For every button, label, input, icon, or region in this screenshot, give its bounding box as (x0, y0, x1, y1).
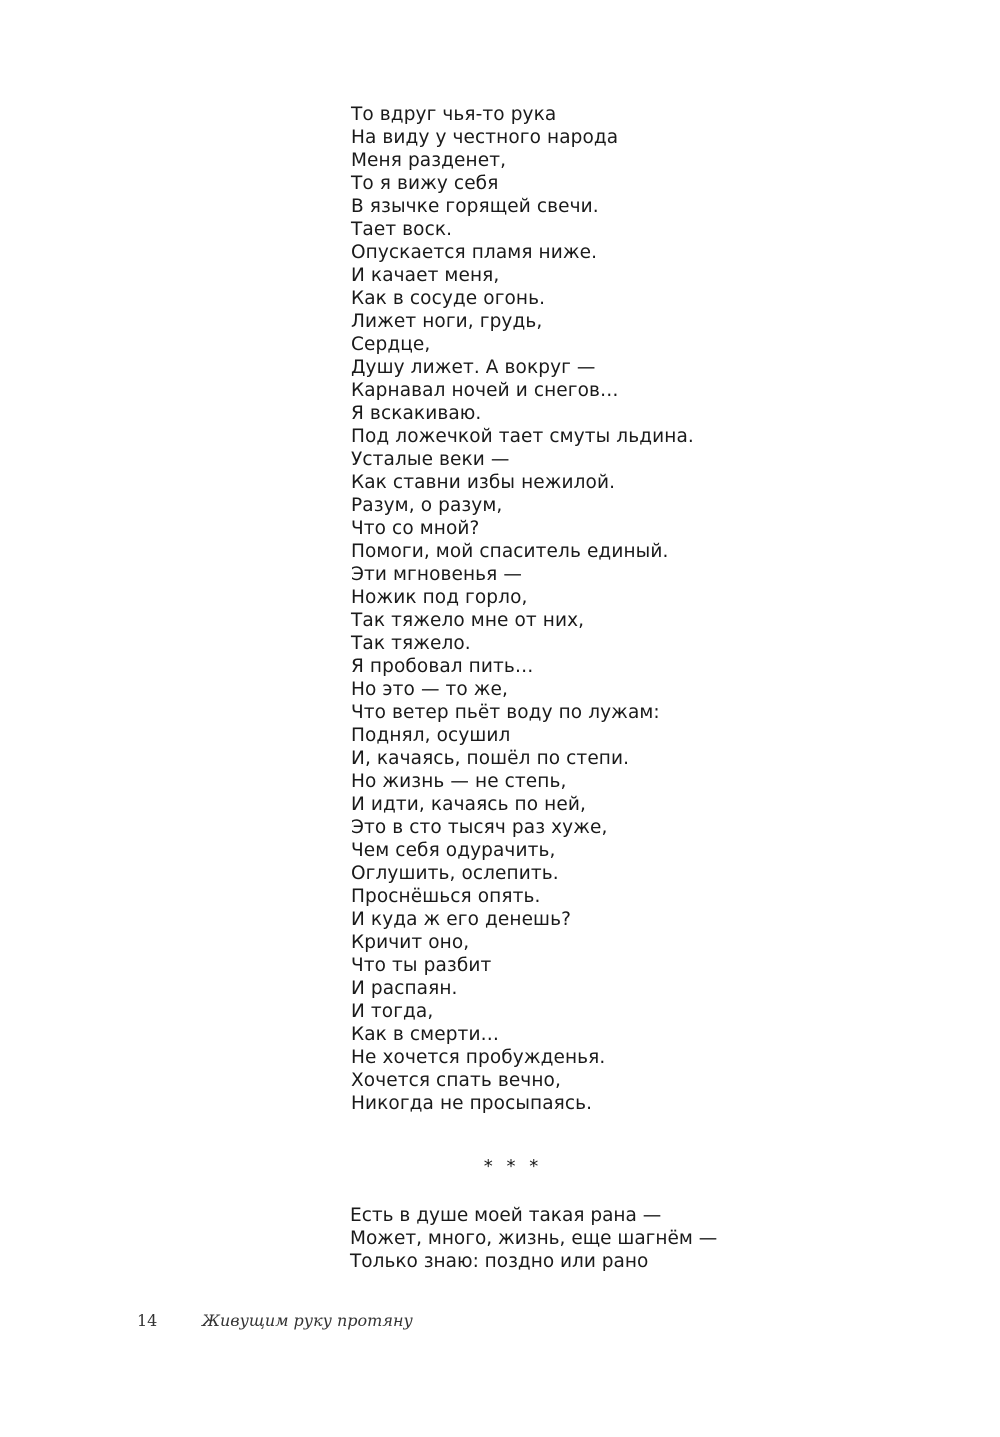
poem-line: Меня разденет, (351, 150, 507, 171)
poem-line: То я вижу себя (351, 173, 499, 194)
section-separator: * * * (483, 1156, 543, 1177)
poem-line: Душу лижет. А вокруг — (351, 357, 596, 378)
next-poem-text (350, 1204, 717, 1273)
poem-line: Оглушить, ослепить. (351, 863, 559, 884)
poem-line: Так тяжело мне от них, (351, 610, 585, 631)
poem-line: Но жизнь — не степь, (351, 771, 567, 792)
poem-line: Хочется спать вечно, (351, 1070, 561, 1091)
poem-line: Что со мной? (351, 518, 480, 539)
poem-line: Я пробовал пить… (351, 656, 534, 677)
page-number: 14 (137, 1311, 158, 1330)
poem-line: Только знаю: поздно или рано (350, 1251, 649, 1272)
poem-line: Как в сосуде огонь. (351, 288, 546, 309)
poem-text (351, 103, 694, 1115)
poem-line: Но это — то же, (351, 679, 509, 700)
poem-line: Я вскакиваю. (351, 403, 482, 424)
poem-line: Так тяжело. (351, 633, 471, 654)
poem-line: Проснёшься опять. (351, 886, 541, 907)
poem-line: Как в смерти… (351, 1024, 500, 1045)
poem-line: И тогда, (351, 1001, 434, 1022)
poem-line: Помоги, мой спаситель единый. (351, 541, 669, 562)
poem-line: Может, много, жизнь, еще шагнём — (350, 1228, 718, 1249)
poem-line: Под ложечкой тает смуты льдина. (351, 426, 694, 447)
poem-line: На виду у честного народа (351, 127, 619, 148)
poem-line: Сердце, (351, 334, 431, 355)
poem-line: Как ставни избы нежилой. (351, 472, 616, 493)
poem-line: И идти, качаясь по ней, (351, 794, 586, 815)
poem-line: Кричит оно, (351, 932, 470, 953)
poem-line: Есть в душе моей такая рана — (350, 1205, 662, 1226)
poem-line: То вдруг чья-то рука (351, 104, 557, 125)
poem-line: Никогда не просыпаясь. (351, 1093, 593, 1114)
poem-line: И качает меня, (351, 265, 500, 286)
poem-line: Лижет ноги, грудь, (351, 311, 543, 332)
poem-line: Что ветер пьёт воду по лужам: (351, 702, 660, 723)
poem-line: Поднял, осушил (351, 725, 511, 746)
poem-line: Чем себя одурачить, (351, 840, 556, 861)
poem-line: Опускается пламя ниже. (351, 242, 598, 263)
poem-line: Усталые веки — (351, 449, 510, 470)
poem-line: Ножик под горло, (351, 587, 528, 608)
poem-line: Разум, о разум, (351, 495, 503, 516)
poem-line: Карнавал ночей и снегов… (351, 380, 619, 401)
poem-line: Тает воск. (351, 219, 453, 240)
poem-line: И куда ж его денешь? (351, 909, 571, 930)
poem-line: И распаян. (351, 978, 458, 999)
poem-line: И, качаясь, пошёл по степи. (351, 748, 630, 769)
running-title: Живущим руку протяну (202, 1311, 413, 1330)
poem-line: Это в сто тысяч раз хуже, (351, 817, 608, 838)
poem-line: Эти мгновенья — (351, 564, 522, 585)
poem-line: Что ты разбит (351, 955, 492, 976)
poem-line: В язычке горящей свечи. (351, 196, 599, 217)
poem-line: Не хочется пробужденья. (351, 1047, 606, 1068)
